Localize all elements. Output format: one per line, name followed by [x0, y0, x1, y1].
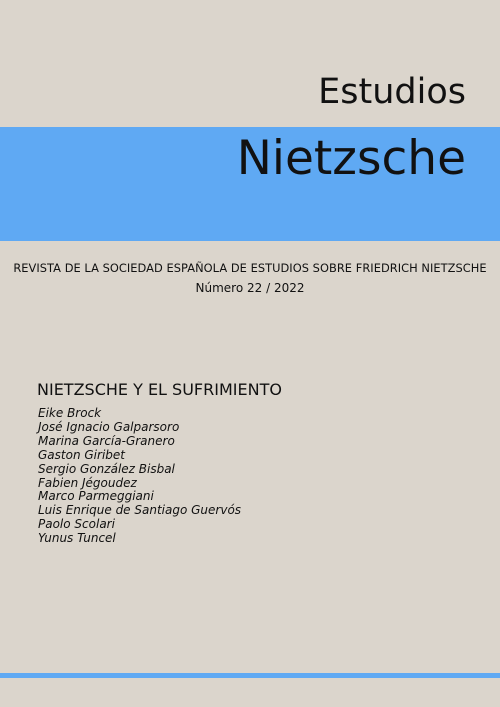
author-name: Marina García-Granero — [38, 433, 175, 448]
author-name: José Ignacio Galparsoro — [38, 419, 180, 434]
author-name: Gaston Giribet — [38, 447, 125, 462]
title-nietzsche: Nietzsche — [236, 131, 466, 186]
author-list — [38, 407, 241, 546]
issue-number: Número 22 / 2022 — [195, 281, 305, 295]
journal-subtitle: REVISTA DE LA SOCIEDAD ESPAÑOLA DE ESTUDIOS SOBRE FRIEDRICH NIETZSCHE — [13, 261, 487, 275]
title-estudios: Estudios — [318, 72, 466, 112]
issue-theme-title: NIETZSCHE Y EL SUFRIMIENTO — [37, 380, 282, 399]
author-name: Marco Parmeggiani — [38, 489, 154, 504]
author-name: Fabien Jégoudez — [38, 475, 137, 490]
author-name: Yunus Tuncel — [38, 531, 116, 546]
title-band — [0, 127, 500, 241]
author-name: Luis Enrique de Santiago Guervós — [38, 503, 242, 518]
bottom-divider — [0, 673, 500, 678]
author-name: Sergio González Bisbal — [38, 461, 175, 476]
author-name: Eike Brock — [38, 406, 102, 420]
author-name: Paolo Scolari — [38, 517, 115, 532]
